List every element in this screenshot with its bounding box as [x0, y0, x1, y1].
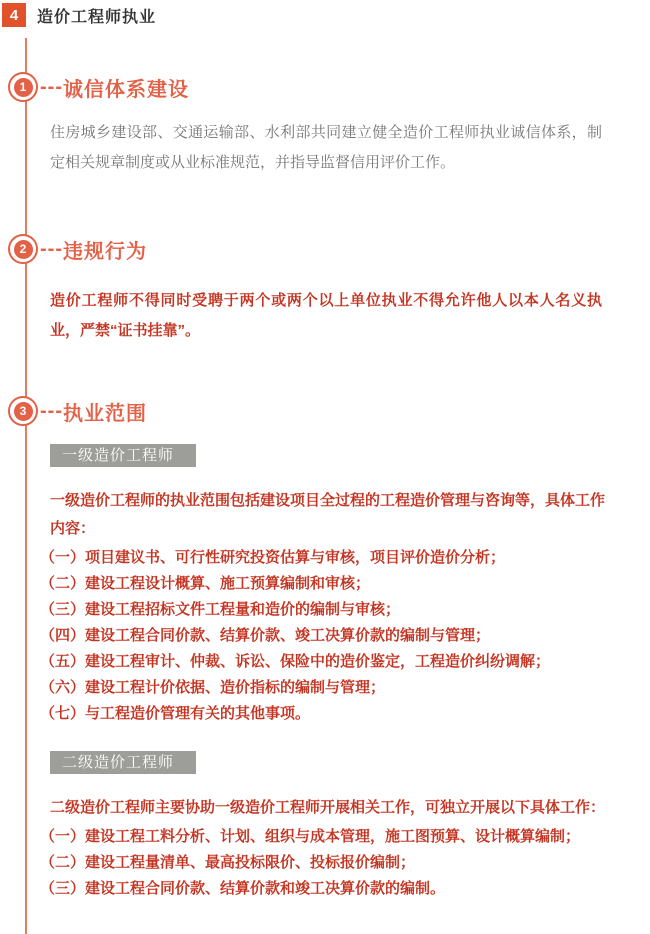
- level1-intro: 一级造价工程师的执业范围包括建设项目全过程的工程造价管理与咨询等，具体工作内容：: [50, 492, 606, 537]
- section-heading-violations: [0, 234, 650, 264]
- step-number: 1: [14, 78, 33, 97]
- list-item: （六）建设工程计价依据、造价指标的编制与管理；: [40, 679, 386, 696]
- list-item: （七）与工程造价管理有关的其他事项。: [40, 705, 311, 722]
- section-title: 执业范围: [62, 402, 147, 425]
- list-item: （一）建设工程工料分析、计划、组织与成本管理，施工图预算、设计概算编制；: [40, 828, 581, 845]
- section-title: 诚信体系建设: [62, 78, 189, 101]
- list-item: （四）建设工程合同价款、结算价款、竣工决算价款的编制与管理；: [40, 627, 491, 644]
- section-heading-scope: [0, 396, 650, 426]
- step-circle-icon: [8, 234, 38, 264]
- badge-level2-engineer: 二级造价工程师: [50, 751, 196, 774]
- step-number: 2: [14, 240, 33, 259]
- list-item: （二）建设工程量清单、最高投标限价、投标报价编制；: [40, 854, 416, 871]
- list-item: （一）项目建议书、可行性研究投资估算与审核，项目评价造价分析；: [40, 549, 506, 566]
- chapter-number-badge: 4: [2, 3, 26, 27]
- badge-level1-engineer: 一级造价工程师: [50, 444, 196, 467]
- heading-dashes: ---: [40, 75, 63, 98]
- step-circle-icon: [8, 72, 38, 102]
- step-circle-icon: [8, 396, 38, 426]
- heading-dashes: ---: [40, 237, 63, 260]
- level2-intro: 二级造价工程师主要协助一级造价工程师开展相关工作，可独立开展以下具体工作：: [50, 799, 606, 816]
- level2-item-list: [40, 824, 622, 902]
- page-header: [0, 0, 650, 27]
- list-item: （二）建设工程设计概算、施工预算编制和审核；: [40, 575, 371, 592]
- list-item: （三）建设工程招标文件工程量和造价的编制与审核；: [40, 601, 401, 618]
- level1-item-list: [40, 545, 622, 727]
- list-item: （三）建设工程合同价款、结算价款和竣工决算价款的编制。: [40, 880, 446, 897]
- violations-paragraph: 造价工程师不得同时受聘于两个或两个以上单位执业不得允许他人以本人名义执业，严禁“证书挂靠”。: [50, 292, 602, 339]
- integrity-paragraph: 住房城乡建设部、交通运输部、水利部共同建立健全造价工程师执业诚信体系，制定相关规章制度或从业标准规范，并指导监督信用评价工作。: [50, 124, 602, 171]
- section-heading-integrity: [0, 72, 650, 102]
- step-number: 3: [14, 402, 33, 421]
- list-item: （五）建设工程审计、仲裁、诉讼、保险中的造价鉴定，工程造价纠纷调解；: [40, 653, 551, 670]
- heading-dashes: ---: [40, 399, 63, 422]
- section-title: 违规行为: [62, 240, 147, 263]
- page-title: 造价工程师执业: [37, 8, 157, 26]
